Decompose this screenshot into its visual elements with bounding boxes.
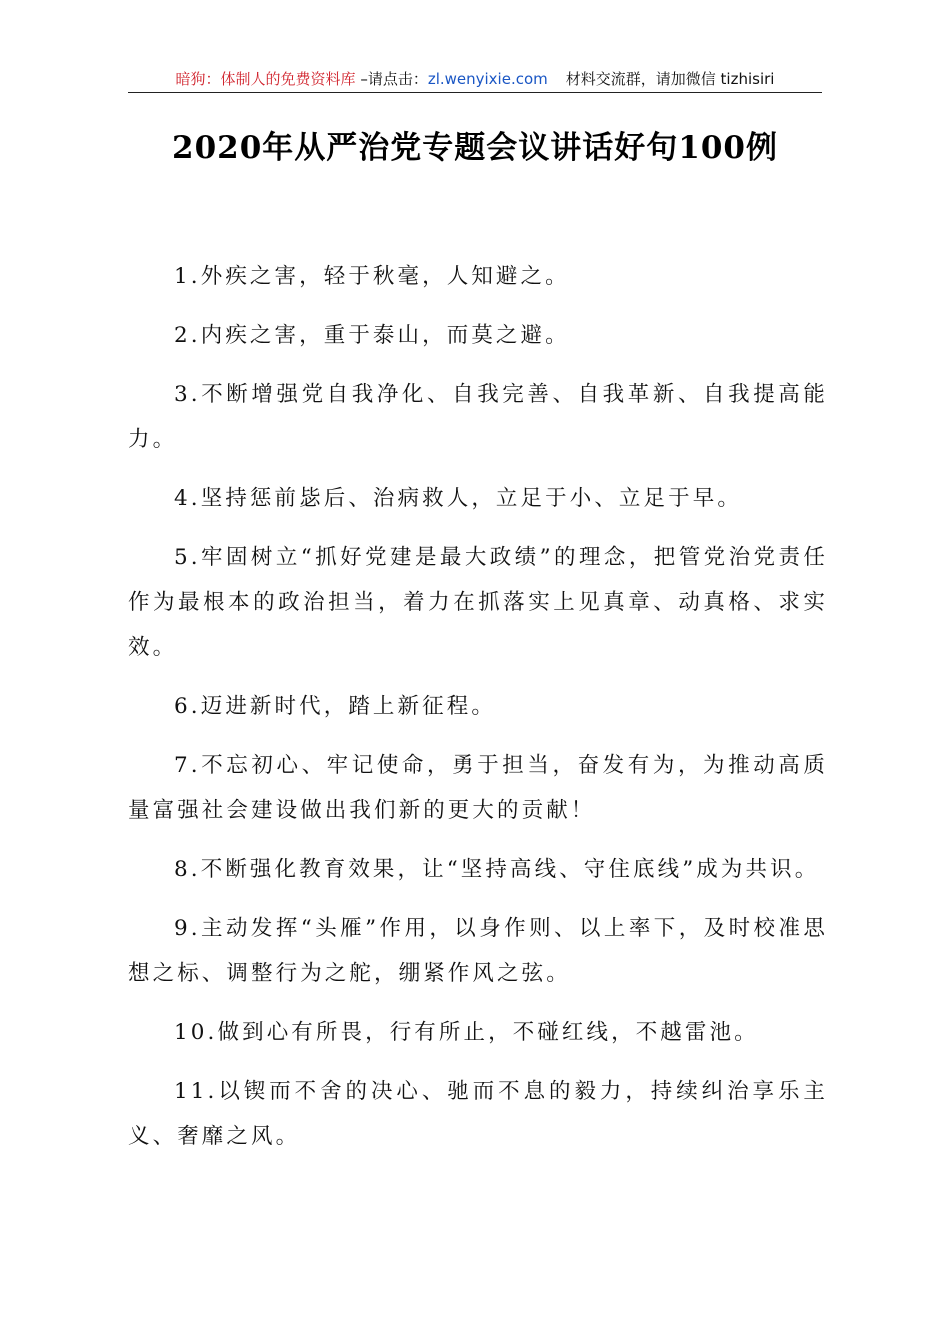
list-item: 9.主动发挥“头雁”作用，以身作则、以上率下，及时校准思想之标、调整行为之舵，绷紧作风之弦。 — [128, 916, 828, 986]
list-item: 6.迈进新时代，踏上新征程。 — [174, 694, 496, 719]
list-item: 3.不断增强党自我净化、自我完善、自我革新、自我提高能力。 — [128, 382, 828, 452]
list-item: 10.做到心有所畏，行有所止，不碰红线，不越雷池。 — [174, 1020, 759, 1045]
sentence-list — [128, 254, 828, 1173]
list-item: 7.不忘初心、牢记使命，勇于担当，奋发有为，为推动高质量富强社会建设做出我们新的更大的贡献！ — [128, 753, 828, 823]
document-title: 2020年从严治党专题会议讲话好句100例 — [172, 130, 778, 166]
header-link[interactable]: zl.wenyixie.com — [427, 70, 548, 88]
list-item: 8.不断强化教育效果，让“坚持高线、守住底线”成为共识。 — [174, 857, 820, 882]
header-prompt: –请点击： — [355, 70, 428, 88]
header-wechat-note: 材料交流群，请加微信 tizhisiri — [565, 70, 775, 88]
list-item: 4.坚持惩前毖后、治病救人，立足于小、立足于早。 — [174, 486, 742, 511]
list-item: 5.牢固树立“抓好党建是最大政绩”的理念，把管党治党责任作为最根本的政治担当，着力在抓落实上见真章、动真格、求实效。 — [128, 545, 828, 660]
page-header — [128, 66, 822, 93]
header-brand: 暗狗：体制人的免费资料库 — [175, 70, 356, 88]
list-item: 11.以锲而不舍的决心、驰而不息的毅力，持续纠治享乐主义、奢靡之风。 — [128, 1079, 828, 1149]
list-item: 2.内疾之害，重于泰山，而莫之避。 — [174, 323, 570, 348]
list-item: 1.外疾之害，轻于秋毫，人知避之。 — [174, 264, 570, 289]
